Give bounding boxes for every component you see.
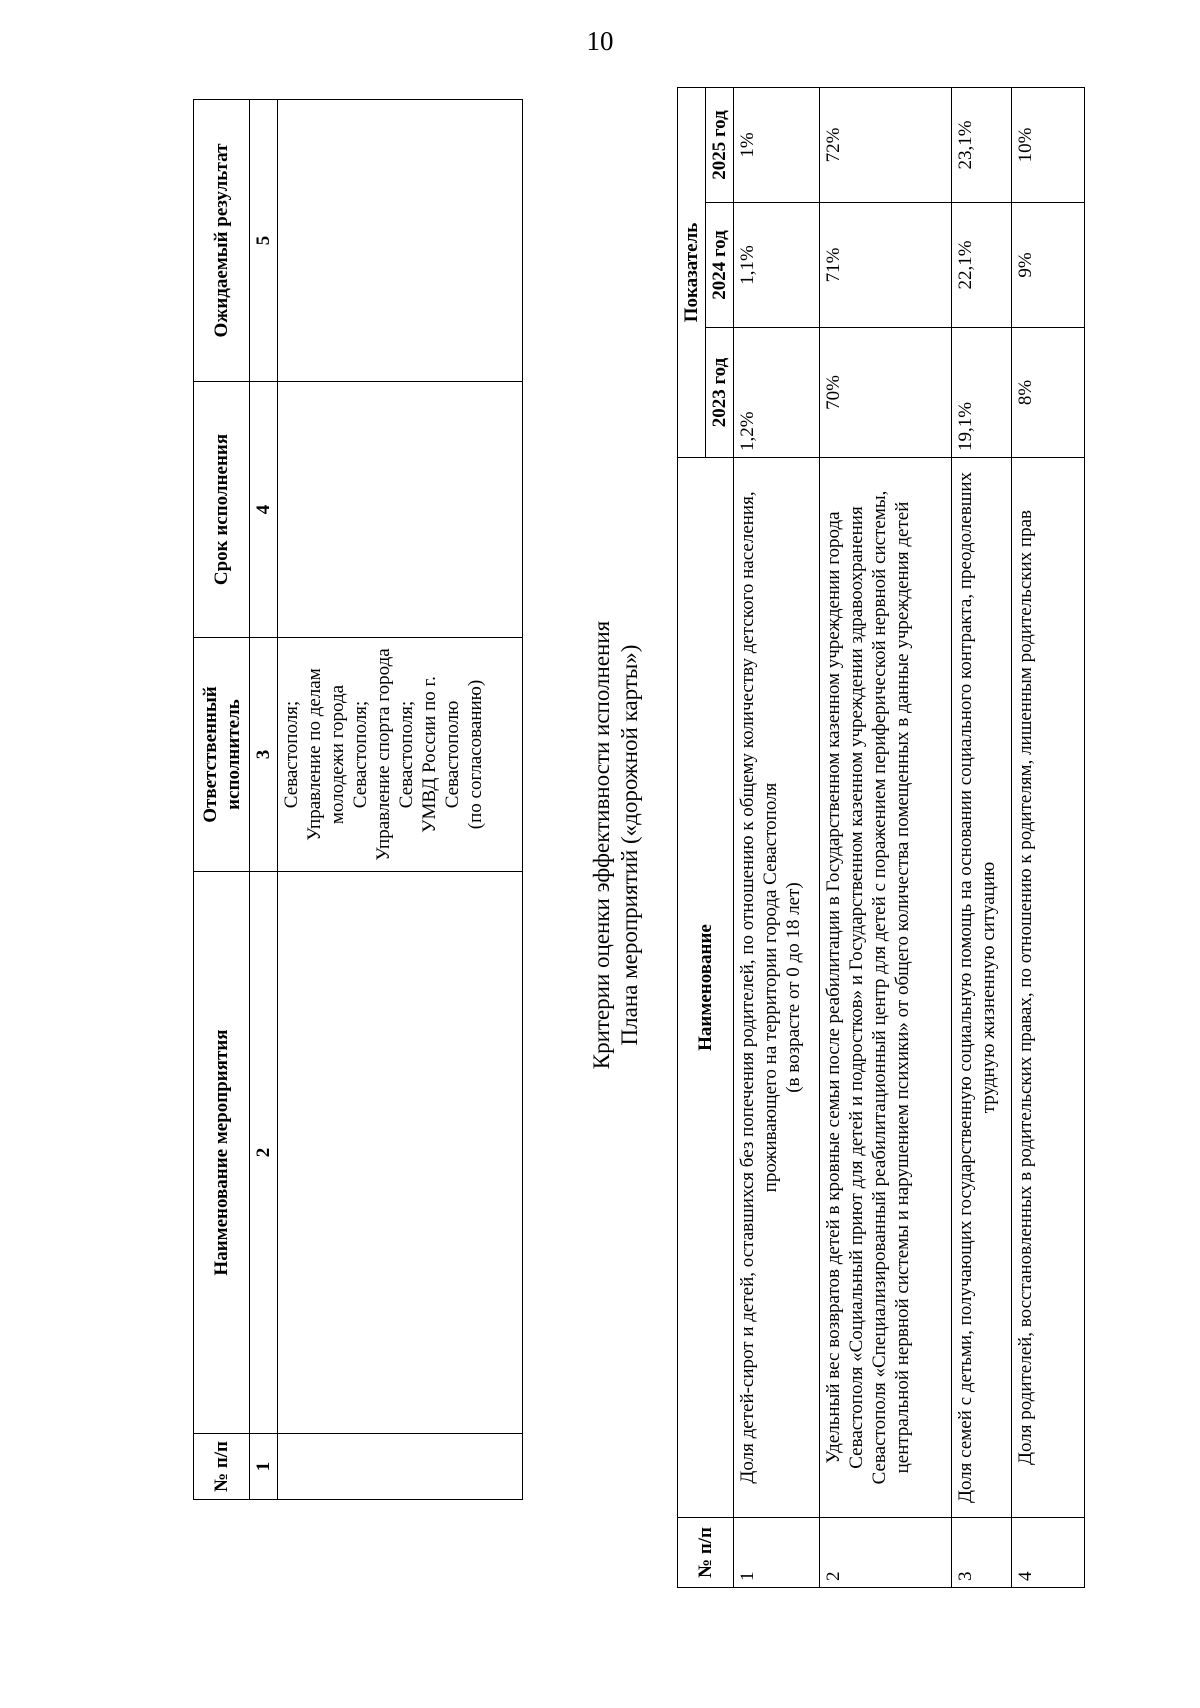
row-measure-name <box>278 872 523 1434</box>
header-criteria-name: Наименование <box>678 458 734 1518</box>
criteria-row-num: 1 <box>734 1518 820 1588</box>
criteria-row-name: Доля родителей, восстановленных в родительских правах, по отношению к родителям, лишенным родительских прав <box>1012 458 1085 1518</box>
header-indicator: Показатель <box>678 87 706 457</box>
header-year-2023: 2023 год <box>706 328 734 458</box>
row-result <box>278 100 523 382</box>
criteria-row-value-2023: 1,2% <box>734 328 820 458</box>
col-index-5: 5 <box>250 100 278 382</box>
criteria-row-name: Доля семей с детьми, получающих государственную социальную помощь на основании социального контракта, преодолевших трудную жизненную ситуацию <box>952 458 1012 1518</box>
criteria-row-name: Доля детей-сирот и детей, оставшихся без попечения родителей, по отношению к общему количеству детского населения, проживающего на территории города Севастополя (в возрасте от 0 до 18 лет) <box>734 458 820 1518</box>
criteria-table-region <box>677 88 1085 1588</box>
criteria-row-num: 3 <box>952 1518 1012 1588</box>
section-title <box>588 560 654 1130</box>
criteria-row-value-2024: 22,1% <box>952 203 1012 328</box>
criteria-row-value-2023: 70% <box>820 328 952 458</box>
criteria-row-value-2024: 71% <box>820 203 952 328</box>
row-deadline <box>278 382 523 638</box>
measures-table <box>193 99 523 1500</box>
header-executor: Ответственный исполнитель <box>194 638 250 872</box>
criteria-row-value-2024: 1,1% <box>734 203 820 328</box>
criteria-row-value-2025: 23,1% <box>952 87 1012 202</box>
header-deadline: Срок исполнения <box>194 382 250 638</box>
section-title-line1: Критерии оценки эффективности исполнения <box>589 620 614 1070</box>
header-measure-name: Наименование мероприятия <box>194 872 250 1434</box>
criteria-row-value-2024: 9% <box>1012 203 1085 328</box>
criteria-row-value-2025: 10% <box>1012 87 1085 202</box>
criteria-row-value-2023: 19,1% <box>952 328 1012 458</box>
criteria-row-value-2025: 72% <box>820 87 952 202</box>
criteria-row-num: 4 <box>1012 1518 1085 1588</box>
col-index-2: 2 <box>250 872 278 1434</box>
criteria-row-value-2025: 1% <box>734 87 820 202</box>
row-num <box>278 1434 523 1500</box>
measures-table-region <box>193 100 523 1500</box>
header-criteria-num: № п/п <box>678 1518 734 1588</box>
col-index-4: 4 <box>250 382 278 638</box>
section-title-line2: Плана мероприятий («дорожной карты») <box>617 644 642 1046</box>
criteria-row-value-2023: 8% <box>1012 328 1085 458</box>
criteria-row-num: 2 <box>820 1518 952 1588</box>
header-year-2024: 2024 год <box>706 203 734 328</box>
section-title-region <box>588 560 654 1130</box>
page-number: 10 <box>586 26 614 56</box>
header-result: Ожидаемый результат <box>194 100 250 382</box>
criteria-row-name: Удельный вес возвратов детей в кровные семьи после реабилитации в Государственном казенном учреждении города Севастополя «Социальный приют для детей и подростков» и Государственном казенном учреждении здравоохранения Севастополя «Специализированный реабилитационный центр для детей с поражением периферической нервной системы, центральной нервной системы и нарушением психики» от общего количества помещенных в данные учреждения детей <box>820 458 952 1518</box>
col-index-3: 3 <box>250 638 278 872</box>
col-index-1: 1 <box>250 1434 278 1500</box>
row-executor: Севастополя; Управление по делам молодежи города Севастополя; Управление спорта города Севастополя; УМВД России по г. Севастополю (по согласованию) <box>278 638 523 872</box>
header-num: № п/п <box>194 1434 250 1500</box>
header-year-2025: 2025 год <box>706 87 734 202</box>
criteria-table <box>677 87 1085 1588</box>
